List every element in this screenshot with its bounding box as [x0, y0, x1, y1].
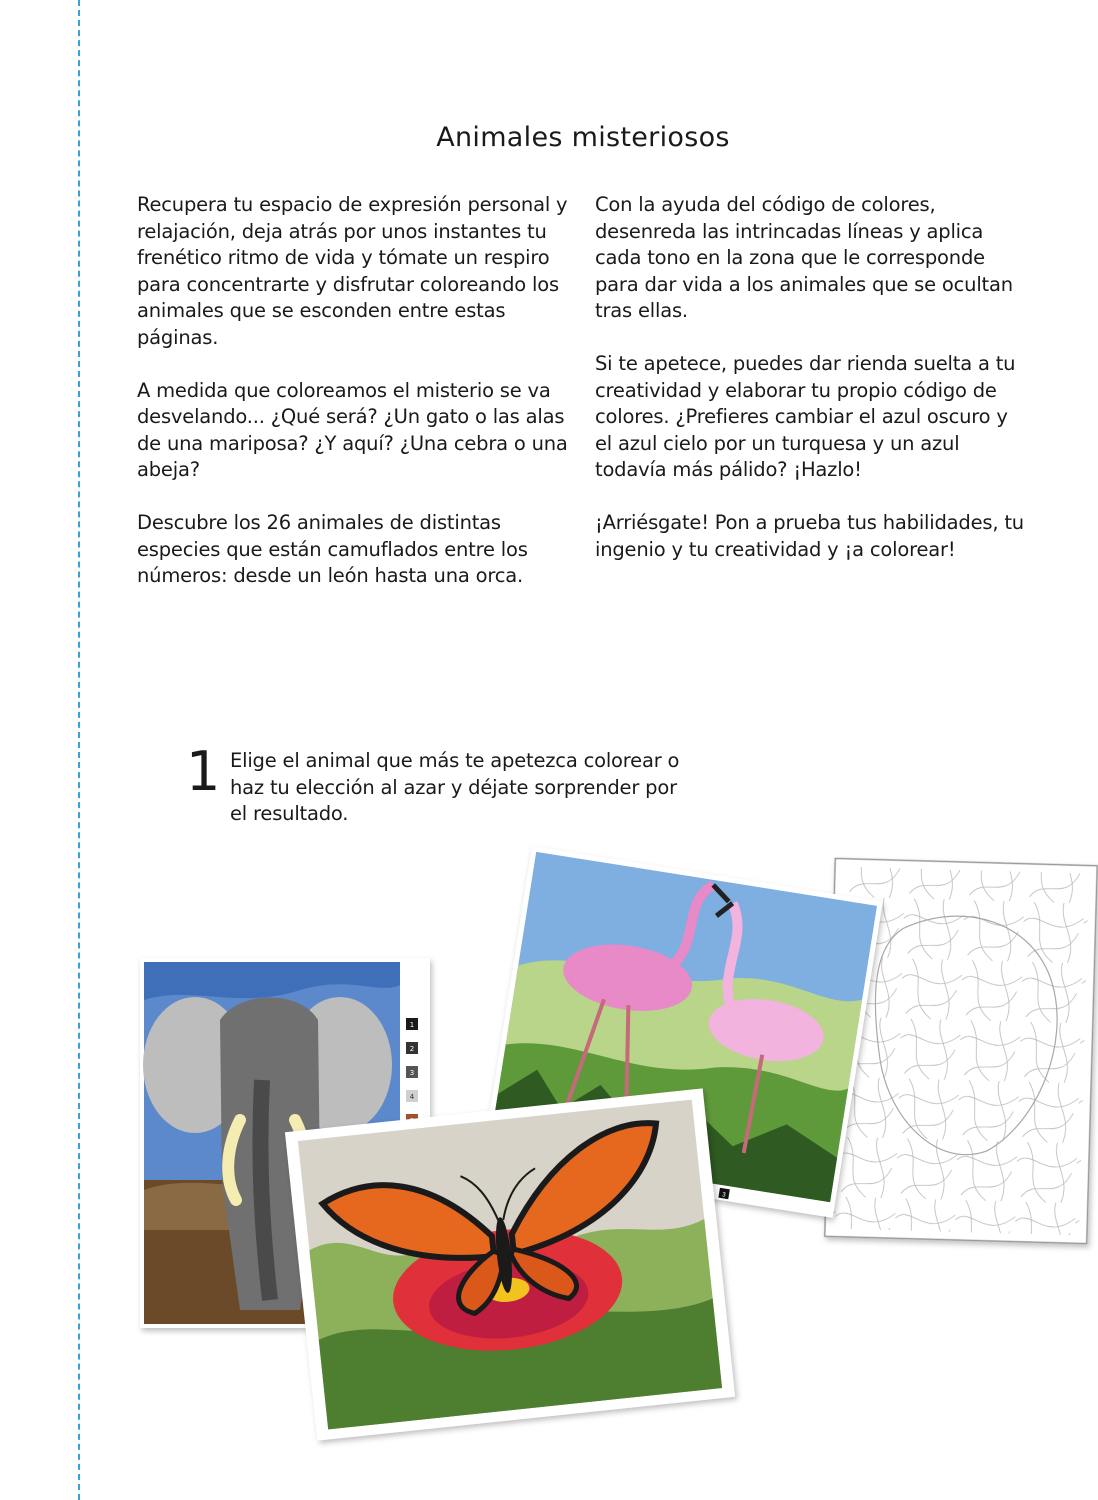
page-title: Animales misteriosos — [436, 122, 730, 154]
swatch-number: 1 — [409, 1021, 415, 1029]
swatch-number: 3 — [409, 1069, 415, 1077]
intro-paragraph: Recupera tu espacio de expresión personal y relajación, deja atrás por unos instantes tu frenético ritmo de vida y tómate un respiro para concentrarte y disfrutar coloreando los animales que se esconden entre estas páginas. — [137, 193, 568, 349]
step-number: 1 — [186, 740, 221, 803]
intro-paragraph: Descubre los 26 animales de distintas especies que están camuflados entre los números: desde un león hasta una orca. — [137, 511, 528, 587]
intro-paragraph: A medida que coloreamos el misterio se va desvelando... ¿Qué será? ¿Un gato o las alas de una mariposa? ¿Y aquí? ¿Una cebra o una abeja? — [137, 378, 568, 481]
butterfly-card — [285, 1088, 735, 1440]
swatch-number: 4 — [409, 1093, 415, 1101]
swatch-number: 2 — [409, 1045, 415, 1053]
step-text: Elige el animal que más te apetezca colorear o haz tu elección al azar y déjate sorprender por el resultado. — [230, 749, 680, 825]
intro-paragraph: Si te apetece, puedes dar rienda suelta a tu creatividad y elaborar tu propio código de colores. ¿Prefieres cambiar el azul oscuro y el azul cielo por un turquesa y un azul todavía más pálido? ¡Hazlo! — [595, 352, 1016, 481]
swatch-number: 3 — [721, 1191, 727, 1199]
intro-paragraph: Con la ayuda del código de colores, desenreda las intrincadas líneas y aplica cada tono en la zona que le corresponde para dar vida a los animales que se ocultan tras ellas. — [595, 193, 1013, 322]
intro-paragraph: ¡Arriésgate! Pon a prueba tus habilidades, tu ingenio y tu creatividad y ¡a colorear! — [595, 511, 1024, 561]
